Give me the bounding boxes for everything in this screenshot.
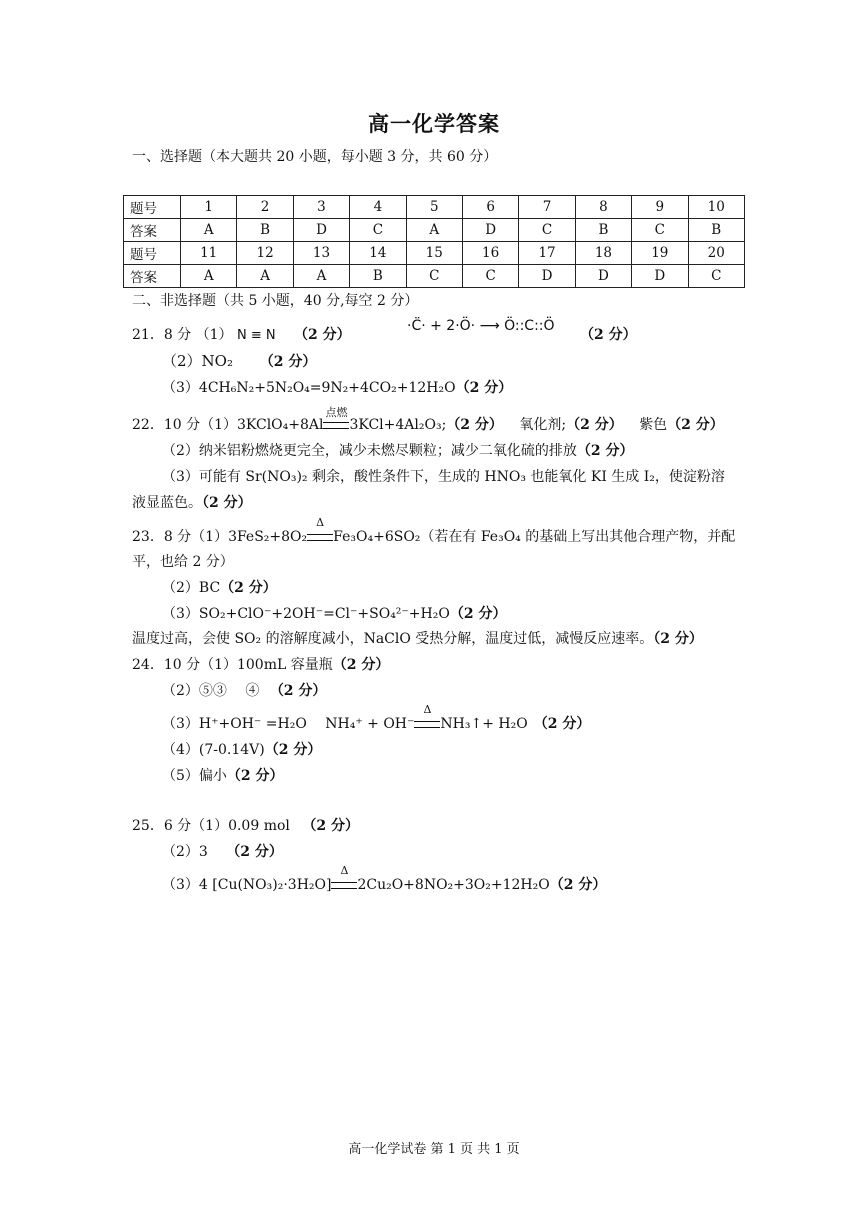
table-cell: 9 [632, 196, 688, 219]
condition-label: 点燃 [325, 406, 348, 419]
condition-label: Δ [316, 516, 325, 529]
table-cell: A [181, 219, 237, 242]
table-cell: A [181, 265, 237, 288]
answer-table [123, 195, 745, 288]
equals-arrow [307, 534, 333, 541]
q23-line3 [162, 577, 277, 597]
table-cell: 12 [237, 242, 293, 265]
table-cell: 6 [462, 196, 518, 219]
q22-color: 紫色 [639, 417, 668, 433]
table-cell: 11 [181, 242, 237, 265]
q25-score-1: （2 分） [302, 818, 359, 834]
q24-line5 [162, 765, 284, 785]
co2-electron-equation: ·C̈· + 2·Ö· ⟶ Ö::C::Ö [407, 318, 555, 334]
table-cell: C [406, 265, 462, 288]
table-cell: A [237, 265, 293, 288]
q24-score-1: （2 分） [332, 657, 390, 673]
table-cell: 17 [519, 242, 575, 265]
q21-part2-answer: （2）NO₂ [162, 352, 233, 370]
reaction-condition [307, 516, 333, 545]
table-cell: D [632, 265, 688, 288]
q24-part5-score: （2 分） [226, 768, 284, 784]
q23-number: 23．8 分（1）3FeS₂+8O₂ [132, 529, 308, 545]
q25-part2-score: （2 分） [226, 844, 283, 860]
q24-part3-score: （2 分） [533, 716, 591, 732]
q25-number: 25．6 分（1）0.09 mol [132, 818, 290, 834]
section-2-heading: 二、非选择题（共 5 小题，40 分,每空 2 分） [132, 293, 419, 309]
q22-line3: （3）可能有 Sr(NO₃)₂ 剩余，酸性条件下，生成的 HNO₃ 也能氧化 KI 生成 I₂，使淀粉溶 [162, 469, 725, 485]
q22-part2-score: （2 分） [576, 443, 634, 459]
table-cell: 8 [575, 196, 631, 219]
table-cell: 18 [575, 242, 631, 265]
table-cell: A [293, 265, 349, 288]
table-cell: 16 [462, 242, 518, 265]
table-cell: 10 [688, 196, 744, 219]
condition-label: Δ [340, 864, 349, 877]
q25-part3-product: 2Cu₂O+8NO₂+3O₂+12H₂O [357, 877, 550, 893]
table-cell: 19 [632, 242, 688, 265]
q24-part4-answer: （4）(7-0.14V) [162, 742, 265, 758]
table-cell: D [462, 219, 518, 242]
q25-line2 [162, 841, 283, 861]
q21-part3-answer: （3）4CH₆N₂+5N₂O₄=9N₂+4CO₂+12H₂O [162, 380, 456, 396]
q22-score-1: （2 分） [446, 417, 503, 433]
reaction-condition [323, 406, 349, 433]
q21-score-1: （2 分） [294, 327, 351, 343]
q24-part3-answer: （3）H⁺+OH⁻ =H₂O NH₄⁺ + OH⁻ [162, 716, 415, 732]
q23-part2-score: （2 分） [220, 580, 277, 596]
q21-score-2: （2 分） [580, 327, 637, 343]
q21-line3 [162, 377, 512, 397]
q24-line4 [162, 739, 321, 759]
q22-line1 [132, 406, 724, 434]
q24-part5-answer: （5）偏小 [162, 768, 227, 784]
table-row [124, 219, 745, 242]
q24-number: 24．10 分（1）100mL 容量瓶 [132, 657, 333, 673]
q21-line1 [132, 324, 351, 344]
q22-line4 [132, 492, 252, 512]
q22-line2 [162, 440, 634, 460]
table-cell: C [688, 265, 744, 288]
table-cell: B [688, 219, 744, 242]
table-row [124, 242, 745, 265]
table-cell: D [293, 219, 349, 242]
q22-oxidant: 氧化剂; [519, 417, 567, 433]
q24-part4-score: （2 分） [264, 742, 322, 758]
q24-line1 [132, 654, 389, 674]
table-cell: 4 [350, 196, 406, 219]
q23-product: Fe₃O₄+6SO₂（若在有 Fe₃O₄ 的基础上写出其他合理产物，并配 [333, 529, 736, 545]
row-header-cell: 题号 [124, 242, 181, 265]
row-header-cell: 答案 [124, 219, 181, 242]
table-cell: 3 [293, 196, 349, 219]
equals-arrow [414, 721, 440, 728]
q23-line4 [162, 603, 506, 623]
table-cell: C [632, 219, 688, 242]
table-cell: C [462, 265, 518, 288]
table-row [124, 196, 745, 219]
equals-arrow [331, 882, 357, 889]
q24-part3-product: NH₃↑+ H₂O [440, 716, 528, 732]
q22-part3-tail: 液显蓝色。 [132, 495, 202, 511]
table-cell: 1 [181, 196, 237, 219]
table-cell: C [519, 219, 575, 242]
q23-explanation: 温度过高，会使 SO₂ 的溶解度减小，NaClO 受热分解，温度过低，减慢反应速率。 [132, 631, 654, 647]
q24-part2-answer: （2）⑤③ ④ [162, 683, 260, 699]
condition-label: Δ [423, 703, 432, 716]
q23-explanation-score: （2 分） [653, 631, 703, 647]
table-cell: 5 [406, 196, 462, 219]
q25-line1 [132, 815, 359, 835]
q22-part2-answer: （2）纳米铝粉燃烧更完全，减少未燃尽颗粒；减少二氧化硫的排放 [162, 443, 577, 459]
q23-line1 [132, 516, 736, 546]
table-row [124, 265, 745, 288]
q22-number: 22．10 分（1）3KClO₄+8Al [132, 417, 324, 433]
q21-number: 21．8 分 （1） [132, 327, 233, 343]
section-1-heading: 一、选择题（本大题共 20 小题，每小题 3 分，共 60 分） [132, 149, 498, 165]
table-cell: 14 [350, 242, 406, 265]
table-cell: 13 [293, 242, 349, 265]
q25-part2-answer: （2）3 [162, 844, 208, 860]
q24-part2-score: （2 分） [269, 683, 327, 699]
q25-part3-answer: （3）4 [Cu(NO₃)₂·3H₂O] [162, 877, 332, 893]
q24-line3 [162, 703, 591, 733]
q23-part3-answer: （3）SO₂+ClO⁻+2OH⁻=Cl⁻+SO₄²⁻+H₂O [162, 606, 450, 622]
q23-part2-answer: （2）BC [162, 580, 221, 596]
table-cell: A [406, 219, 462, 242]
table-cell: B [575, 219, 631, 242]
page-footer: 高一化学试卷 第 1 页 共 1 页 [348, 1142, 520, 1157]
q21-part3-score: （2 分） [455, 380, 513, 396]
q24-line2 [162, 680, 326, 700]
q22-product: 3KCl+4Al₂O₃; [349, 417, 447, 433]
table-cell: D [519, 265, 575, 288]
page-title: 高一化学答案 [368, 112, 500, 136]
table-cell: 20 [688, 242, 744, 265]
table-cell: 15 [406, 242, 462, 265]
table-cell: C [350, 219, 406, 242]
reaction-condition [331, 864, 357, 893]
q23-part3-score: （2 分） [449, 606, 507, 622]
table-cell: 7 [519, 196, 575, 219]
n2-formula: N ≡ N [236, 328, 276, 343]
q25-part3-score: （2 分） [549, 877, 607, 893]
q21-line2 [162, 350, 316, 371]
q23-line2: 平，也给 2 分） [132, 554, 234, 570]
q25-line3 [162, 864, 607, 894]
q23-line5 [132, 628, 703, 648]
table-cell: D [575, 265, 631, 288]
row-header-cell: 答案 [124, 265, 181, 288]
q22-score-3: （2 分） [667, 417, 724, 433]
table-cell: 2 [237, 196, 293, 219]
row-header-cell: 题号 [124, 196, 181, 219]
table-cell: B [350, 265, 406, 288]
reaction-condition [414, 703, 440, 732]
q21-part2-score: （2 分） [259, 354, 317, 370]
table-cell: B [237, 219, 293, 242]
equals-arrow [323, 422, 349, 429]
q22-score-2: （2 分） [566, 417, 623, 433]
q22-part3-score: （2 分） [202, 495, 252, 511]
